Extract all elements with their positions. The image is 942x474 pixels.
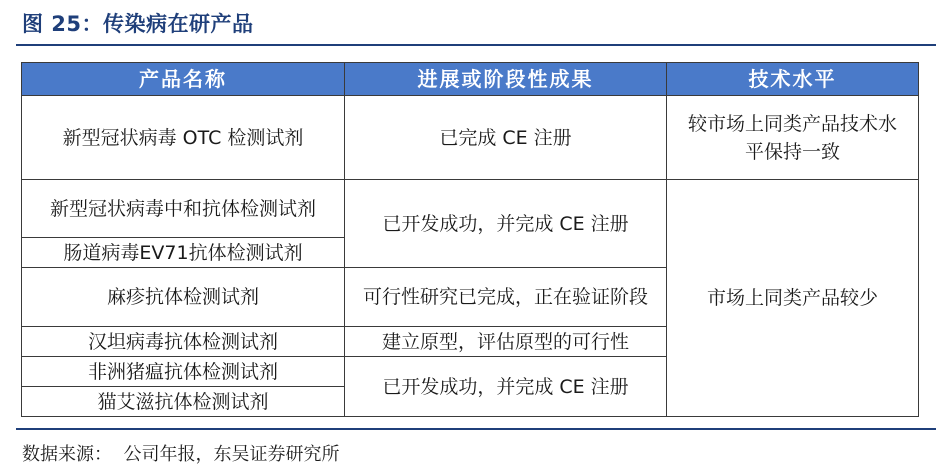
header-product-name: 产品名称 [22, 63, 345, 96]
product-cell: 非洲猪瘟抗体检测试剂 [22, 357, 345, 387]
product-cell: 肠道病毒EV71抗体检测试剂 [22, 238, 345, 268]
header-progress: 进展或阶段性成果 [345, 63, 667, 96]
product-cell: 新型冠状病毒中和抗体检测试剂 [22, 180, 345, 238]
progress-cell: 建立原型，评估原型的可行性 [345, 327, 667, 357]
tech-cell: 较市场上同类产品技术水平保持一致 [667, 96, 919, 180]
product-cell: 新型冠状病毒 OTC 检测试剂 [22, 96, 345, 180]
footer-rule [16, 428, 936, 430]
progress-cell: 已完成 CE 注册 [345, 96, 667, 180]
table-row [22, 96, 919, 180]
progress-cell: 已开发成功，并完成 CE 注册 [345, 180, 667, 268]
product-cell: 麻疹抗体检测试剂 [22, 268, 345, 327]
progress-cell: 可行性研究已完成，正在验证阶段 [345, 268, 667, 327]
figure-title: 图 25：传染病在研产品 [22, 12, 254, 36]
table-header-row [22, 63, 919, 96]
product-table [21, 62, 919, 417]
tech-cell: 市场上同类产品较少 [667, 180, 919, 417]
product-cell: 汉坦病毒抗体检测试剂 [22, 327, 345, 357]
product-cell: 猫艾滋抗体检测试剂 [22, 387, 345, 417]
header-tech-level: 技术水平 [667, 63, 919, 96]
title-rule [16, 44, 936, 46]
table-row [22, 180, 919, 238]
source-note: 数据来源： 公司年报，东吴证券研究所 [22, 444, 340, 465]
progress-cell: 已开发成功，并完成 CE 注册 [345, 357, 667, 417]
